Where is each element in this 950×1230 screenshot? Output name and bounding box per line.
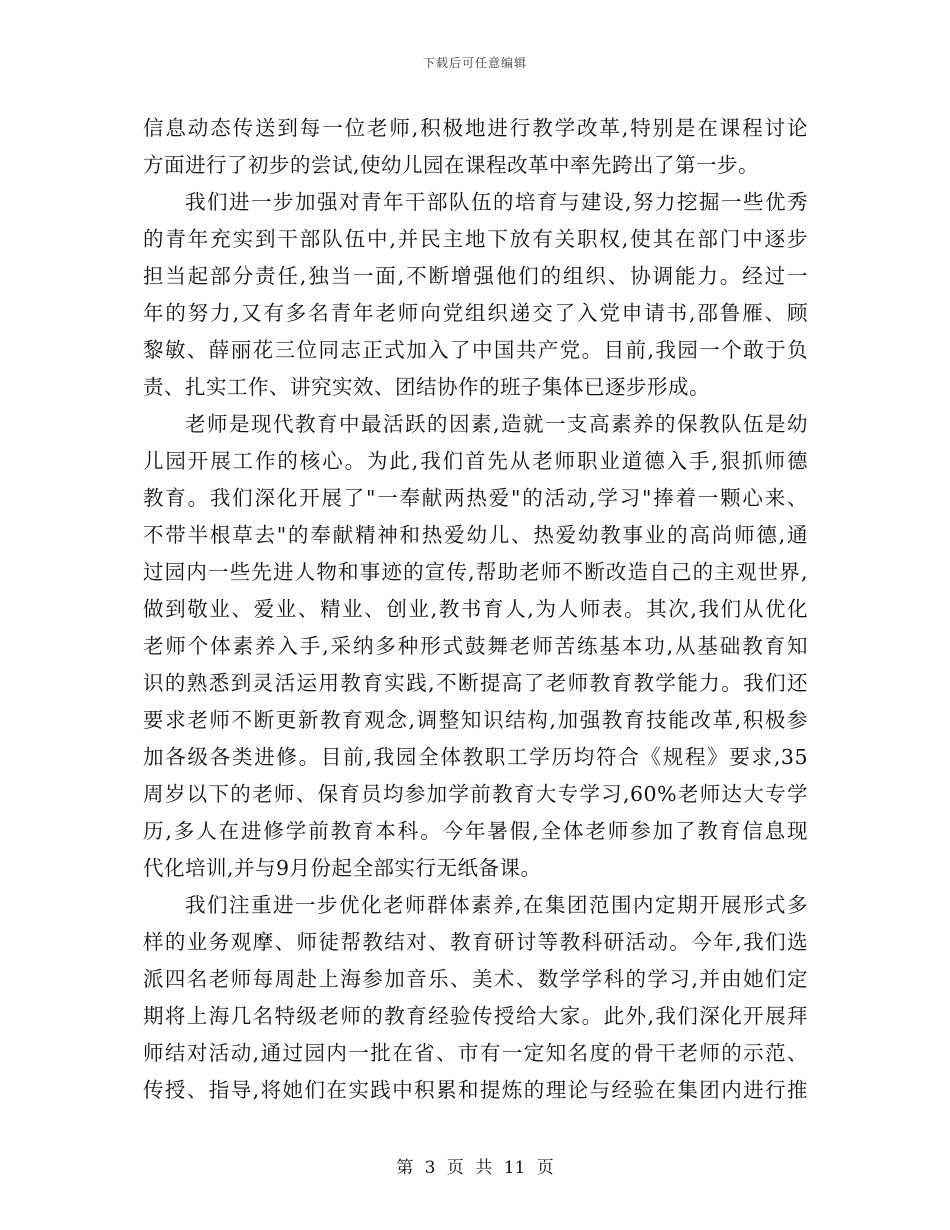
page-number-label: 第 3 页 共 11 页 xyxy=(396,1158,554,1178)
page-header xyxy=(0,54,950,71)
text-line: 过园内一些先进人物和事迹的宣传,帮助老师不断改造自己的主观世界, xyxy=(143,560,808,584)
text-line: 做到敬业、爱业、精业、创业,教书育人,为人师表。其次,我们从优化 xyxy=(143,597,808,621)
text-line: 老师是现代教育中最活跃的因素,造就一支高素养的保教队伍是幼 xyxy=(185,412,808,436)
text-line: 代化培训,并与9月份起全部实行无纸备课。 xyxy=(143,856,542,880)
text-line: 我们注重进一步优化老师群体素养,在集团范围内定期开展形式多 xyxy=(185,893,808,917)
text-line: 老师个体素养入手,采纳多种形式鼓舞老师苦练基本功,从基础教育知 xyxy=(143,634,808,658)
text-line: 不带半根草去"的奉献精神和热爱幼儿、热爱幼教事业的高尚师德,通 xyxy=(143,523,808,547)
text-line: 年的努力,又有多名青年老师向党组织递交了入党申请书,邵鲁雁、顾 xyxy=(143,301,808,325)
text-line: 信息动态传送到每一位老师,积极地进行教学改革,特别是在课程讨论 xyxy=(143,116,808,140)
text-line: 黎敏、薛丽花三位同志正式加入了中国共产党。目前,我园一个敢于负 xyxy=(143,338,808,362)
page-footer xyxy=(0,1153,950,1178)
text-line: 责、扎实工作、讲究实效、团结协作的班子集体已逐步形成。 xyxy=(143,375,710,399)
text-line: 派四名老师每周赴上海参加音乐、美术、数学学科的学习,并由她们定 xyxy=(143,967,808,991)
text-line: 方面进行了初步的尝试,使幼儿园在课程改革中率先跨出了第一步。 xyxy=(143,153,760,177)
text-line: 儿园开展工作的核心。为此,我们首先从老师职业道德入手,狠抓师德 xyxy=(143,449,808,473)
document-body xyxy=(143,110,808,1109)
text-line: 历,多人在进修学前教育本科。今年暑假,全体老师参加了教育信息现 xyxy=(143,819,808,843)
text-line: 的青年充实到干部队伍中,并民主地下放有关职权,使其在部门中逐步 xyxy=(143,227,808,251)
text-line: 加各级各类进修。目前,我园全体教职工学历均符合《规程》要求,35 xyxy=(143,745,808,769)
text-line: 传授、指导,将她们在实践中积累和提炼的理论与经验在集团内进行推 xyxy=(143,1078,808,1102)
text-line: 识的熟悉到灵活运用教育实践,不断提高了老师教育教学能力。我们还 xyxy=(143,671,808,695)
text-line: 期将上海几名特级老师的教育经验传授给大家。此外,我们深化开展拜 xyxy=(143,1004,808,1028)
text-line: 样的业务观摩、师徒帮教结对、教育研讨等教科研活动。今年,我们选 xyxy=(143,930,808,954)
text-line: 要求老师不断更新教育观念,调整知识结构,加强教育技能改革,积极参 xyxy=(143,708,808,732)
text-line: 教育。我们深化开展了"一奉献两热爱"的活动,学习"捧着一颗心来、 xyxy=(143,486,808,510)
text-line: 我们进一步加强对青年干部队伍的培育与建设,努力挖掘一些优秀 xyxy=(185,190,808,214)
text-line: 担当起部分责任,独当一面,不断增强他们的组织、协调能力。经过一 xyxy=(143,264,808,288)
text-line: 师结对活动,通过园内一批在省、市有一定知名度的骨干老师的示范、 xyxy=(143,1041,808,1065)
header-note: 下载后可任意编辑 xyxy=(422,56,527,70)
text-line: 周岁以下的老师、保育员均参加学前教育大专学习,60%老师达大专学 xyxy=(143,782,808,806)
